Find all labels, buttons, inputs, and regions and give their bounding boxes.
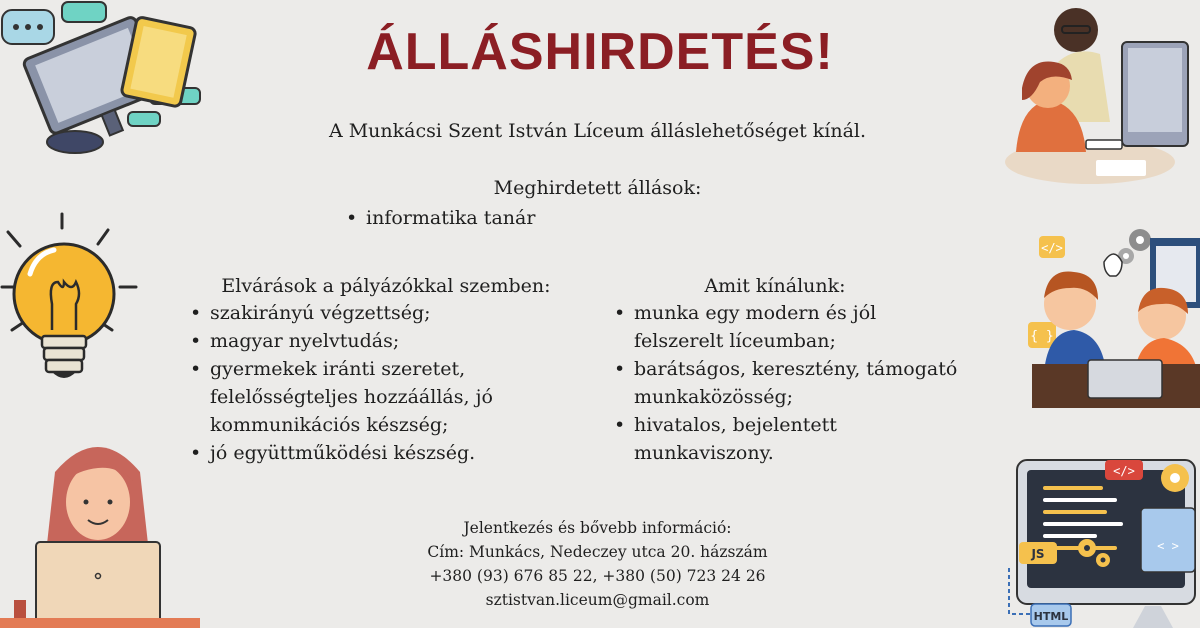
- contact-address: Cím: Munkács, Nedeczey utca 20. házszám: [427, 543, 768, 561]
- list-item: • magyar nyelvtudás;: [186, 327, 586, 355]
- js-badge: JS: [1031, 547, 1045, 561]
- list-item: • barátságos, keresztény, támogató munkaközösség;: [610, 355, 970, 411]
- contact-phones: +380 (93) 676 85 22, +380 (50) 723 24 26: [429, 567, 766, 585]
- list-item: • informatika tanár: [342, 204, 535, 232]
- offers-list: [610, 299, 970, 467]
- intro-text: A Munkácsi Szent István Líceum álláslehetőséget kínál.: [328, 120, 867, 142]
- html-badge: HTML: [1033, 610, 1069, 623]
- contact-heading: Jelentkezés és bővebb információ:: [463, 519, 732, 537]
- computer-chat-illustration: [0, 0, 215, 160]
- list-item: • gyermekek iránti szeretet, felelősségteljes hozzáállás, jó kommunikációs készség;: [186, 355, 586, 439]
- contact-email: sztistvan.liceum@gmail.com: [485, 591, 710, 609]
- braces-badge: { }: [1030, 329, 1054, 344]
- jobs-list: [342, 204, 535, 232]
- list-item: • jó együttműködési készség.: [186, 439, 586, 467]
- requirements-list: [186, 299, 586, 467]
- code-monitor-illustration: [1005, 456, 1200, 628]
- list-item: • szakirányú végzettség;: [186, 299, 586, 327]
- jobs-heading: Meghirdetett állások:: [493, 177, 702, 199]
- light-bulb-icon: [0, 212, 150, 402]
- list-item: • hivatalos, bejelentett munkaviszony.: [610, 411, 970, 467]
- list-item: • munka egy modern és jól felszerelt líceumban;: [610, 299, 970, 355]
- people-computer-illustration: [1000, 2, 1200, 192]
- code-tag-badge: </>: [1113, 464, 1135, 478]
- kids-coding-illustration: [1022, 216, 1200, 412]
- requirements-heading: Elvárások a pályázókkal szemben:: [221, 275, 551, 297]
- woman-laptop-illustration: [0, 432, 200, 628]
- requirements-section: [186, 275, 586, 467]
- code-tag-small: </>: [1041, 241, 1063, 255]
- offers-section: [610, 275, 970, 467]
- code-brackets-text: < >: [1157, 539, 1179, 553]
- page-title: ÁLLÁSHIRDETÉS!: [366, 23, 834, 81]
- offers-heading: Amit kínálunk:: [704, 275, 846, 297]
